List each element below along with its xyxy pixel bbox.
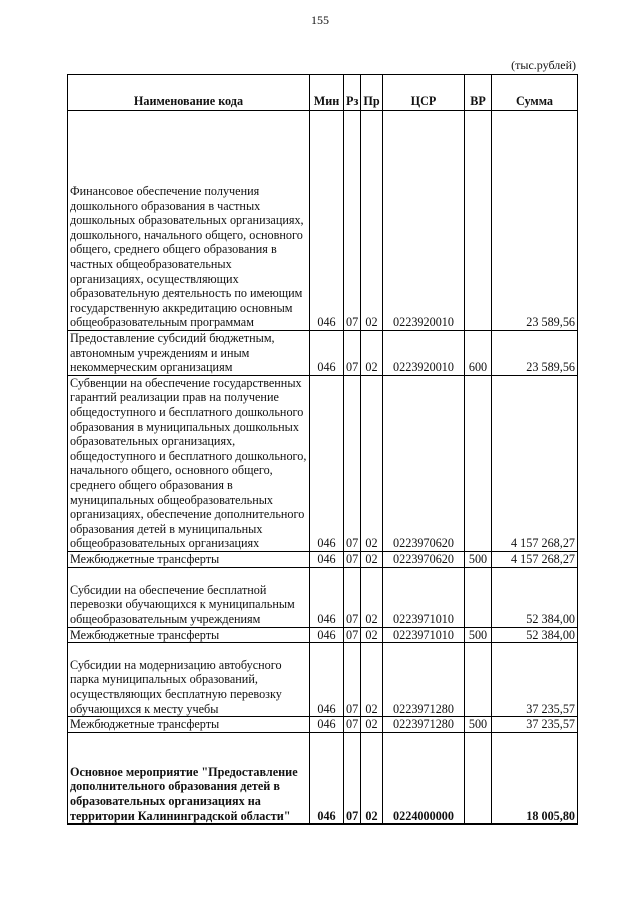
row-pr: 02 (361, 331, 383, 376)
row-min: 046 (310, 732, 344, 824)
table-row (68, 111, 578, 331)
table-row (68, 717, 578, 733)
row-min: 046 (310, 717, 344, 733)
row-sum: 18 005,80 (492, 732, 578, 824)
row-rz: 07 (344, 643, 361, 717)
header-vr: ВР (465, 75, 492, 111)
units-label: (тыс.рублей) (511, 58, 576, 72)
table-row (68, 732, 578, 824)
row-sum: 37 235,57 (492, 717, 578, 733)
row-csr: 0223971010 (383, 567, 465, 627)
row-name: Субвенции на обеспечение государственных гарантий реализации прав на получение общедоступного и бесплатного дошкольного образования в муниципальных дошкольных образовательных организациях, общедоступного и бесплатного дошкольного, начального общего, основного общего, среднего общего образования в муниципальных общеобразовательных организациях, обеспечение дополнительного образования детей в муниципальных общеобразовательных организациях (68, 375, 310, 551)
row-vr (465, 375, 492, 551)
row-name: Межбюджетные трансферты (68, 551, 310, 567)
row-csr: 0223920010 (383, 111, 465, 331)
row-min: 046 (310, 111, 344, 331)
row-rz: 07 (344, 331, 361, 376)
row-vr (465, 643, 492, 717)
row-name: Финансовое обеспечение получения дошкольного образования в частных дошкольных образовательных организациях, дошкольного, начального общего, основного общего, среднего общего образования в частных общеобразовательных организациях, осуществляющих образовательную деятельность по имеющим государственную аккредитацию основным общеобразовательным программам (68, 111, 310, 331)
row-csr: 0224000000 (383, 732, 465, 824)
row-min: 046 (310, 567, 344, 627)
row-min: 046 (310, 375, 344, 551)
row-sum: 37 235,57 (492, 643, 578, 717)
row-pr: 02 (361, 111, 383, 331)
row-name: Межбюджетные трансферты (68, 717, 310, 733)
row-rz: 07 (344, 375, 361, 551)
row-csr: 0223970620 (383, 551, 465, 567)
header-name: Наименование кода (68, 75, 310, 111)
row-pr: 02 (361, 627, 383, 643)
table-row (68, 627, 578, 643)
row-pr: 02 (361, 732, 383, 824)
row-vr: 600 (465, 331, 492, 376)
row-vr: 500 (465, 627, 492, 643)
row-pr: 02 (361, 375, 383, 551)
header-rz: Рз (344, 75, 361, 111)
row-rz: 07 (344, 111, 361, 331)
row-csr: 0223971280 (383, 717, 465, 733)
row-rz: 07 (344, 567, 361, 627)
row-pr: 02 (361, 717, 383, 733)
row-name: Основное мероприятие "Предоставление дополнительного образования детей в образовательных организациях на территории Калининградской области" (68, 732, 310, 824)
header-csr: ЦСР (383, 75, 465, 111)
table-row (68, 643, 578, 717)
row-pr: 02 (361, 643, 383, 717)
table-row (68, 567, 578, 627)
row-rz: 07 (344, 732, 361, 824)
row-csr: 0223971280 (383, 643, 465, 717)
row-csr: 0223920010 (383, 331, 465, 376)
table-row (68, 331, 578, 376)
row-vr (465, 732, 492, 824)
row-sum: 4 157 268,27 (492, 375, 578, 551)
row-rz: 07 (344, 717, 361, 733)
row-min: 046 (310, 551, 344, 567)
row-sum: 23 589,56 (492, 111, 578, 331)
budget-table (67, 74, 578, 825)
row-sum: 4 157 268,27 (492, 551, 578, 567)
row-sum: 52 384,00 (492, 567, 578, 627)
row-name: Субсидии на модернизацию автобусного парка муниципальных образований, осуществляющих бесплатную перевозку обучающихся к месту учебы (68, 643, 310, 717)
row-csr: 0223971010 (383, 627, 465, 643)
row-name: Межбюджетные трансферты (68, 627, 310, 643)
row-vr: 500 (465, 717, 492, 733)
row-min: 046 (310, 331, 344, 376)
table-row (68, 551, 578, 567)
row-vr: 500 (465, 551, 492, 567)
page-number: 155 (311, 13, 329, 27)
table-row (68, 375, 578, 551)
header-pr: Пр (361, 75, 383, 111)
row-min: 046 (310, 643, 344, 717)
row-rz: 07 (344, 551, 361, 567)
row-sum: 23 589,56 (492, 331, 578, 376)
row-pr: 02 (361, 551, 383, 567)
row-min: 046 (310, 627, 344, 643)
header-min: Мин (310, 75, 344, 111)
row-csr: 0223970620 (383, 375, 465, 551)
row-vr (465, 567, 492, 627)
row-sum: 52 384,00 (492, 627, 578, 643)
row-rz: 07 (344, 627, 361, 643)
row-vr (465, 111, 492, 331)
row-name: Предоставление субсидий бюджетным, автономным учреждениям и иным некоммерческим организациям (68, 331, 310, 376)
header-sum: Сумма (492, 75, 578, 111)
table-header-row (68, 75, 578, 111)
row-name: Субсидии на обеспечение бесплатной перевозки обучающихся к муниципальным общеобразовательным учреждениям (68, 567, 310, 627)
row-pr: 02 (361, 567, 383, 627)
